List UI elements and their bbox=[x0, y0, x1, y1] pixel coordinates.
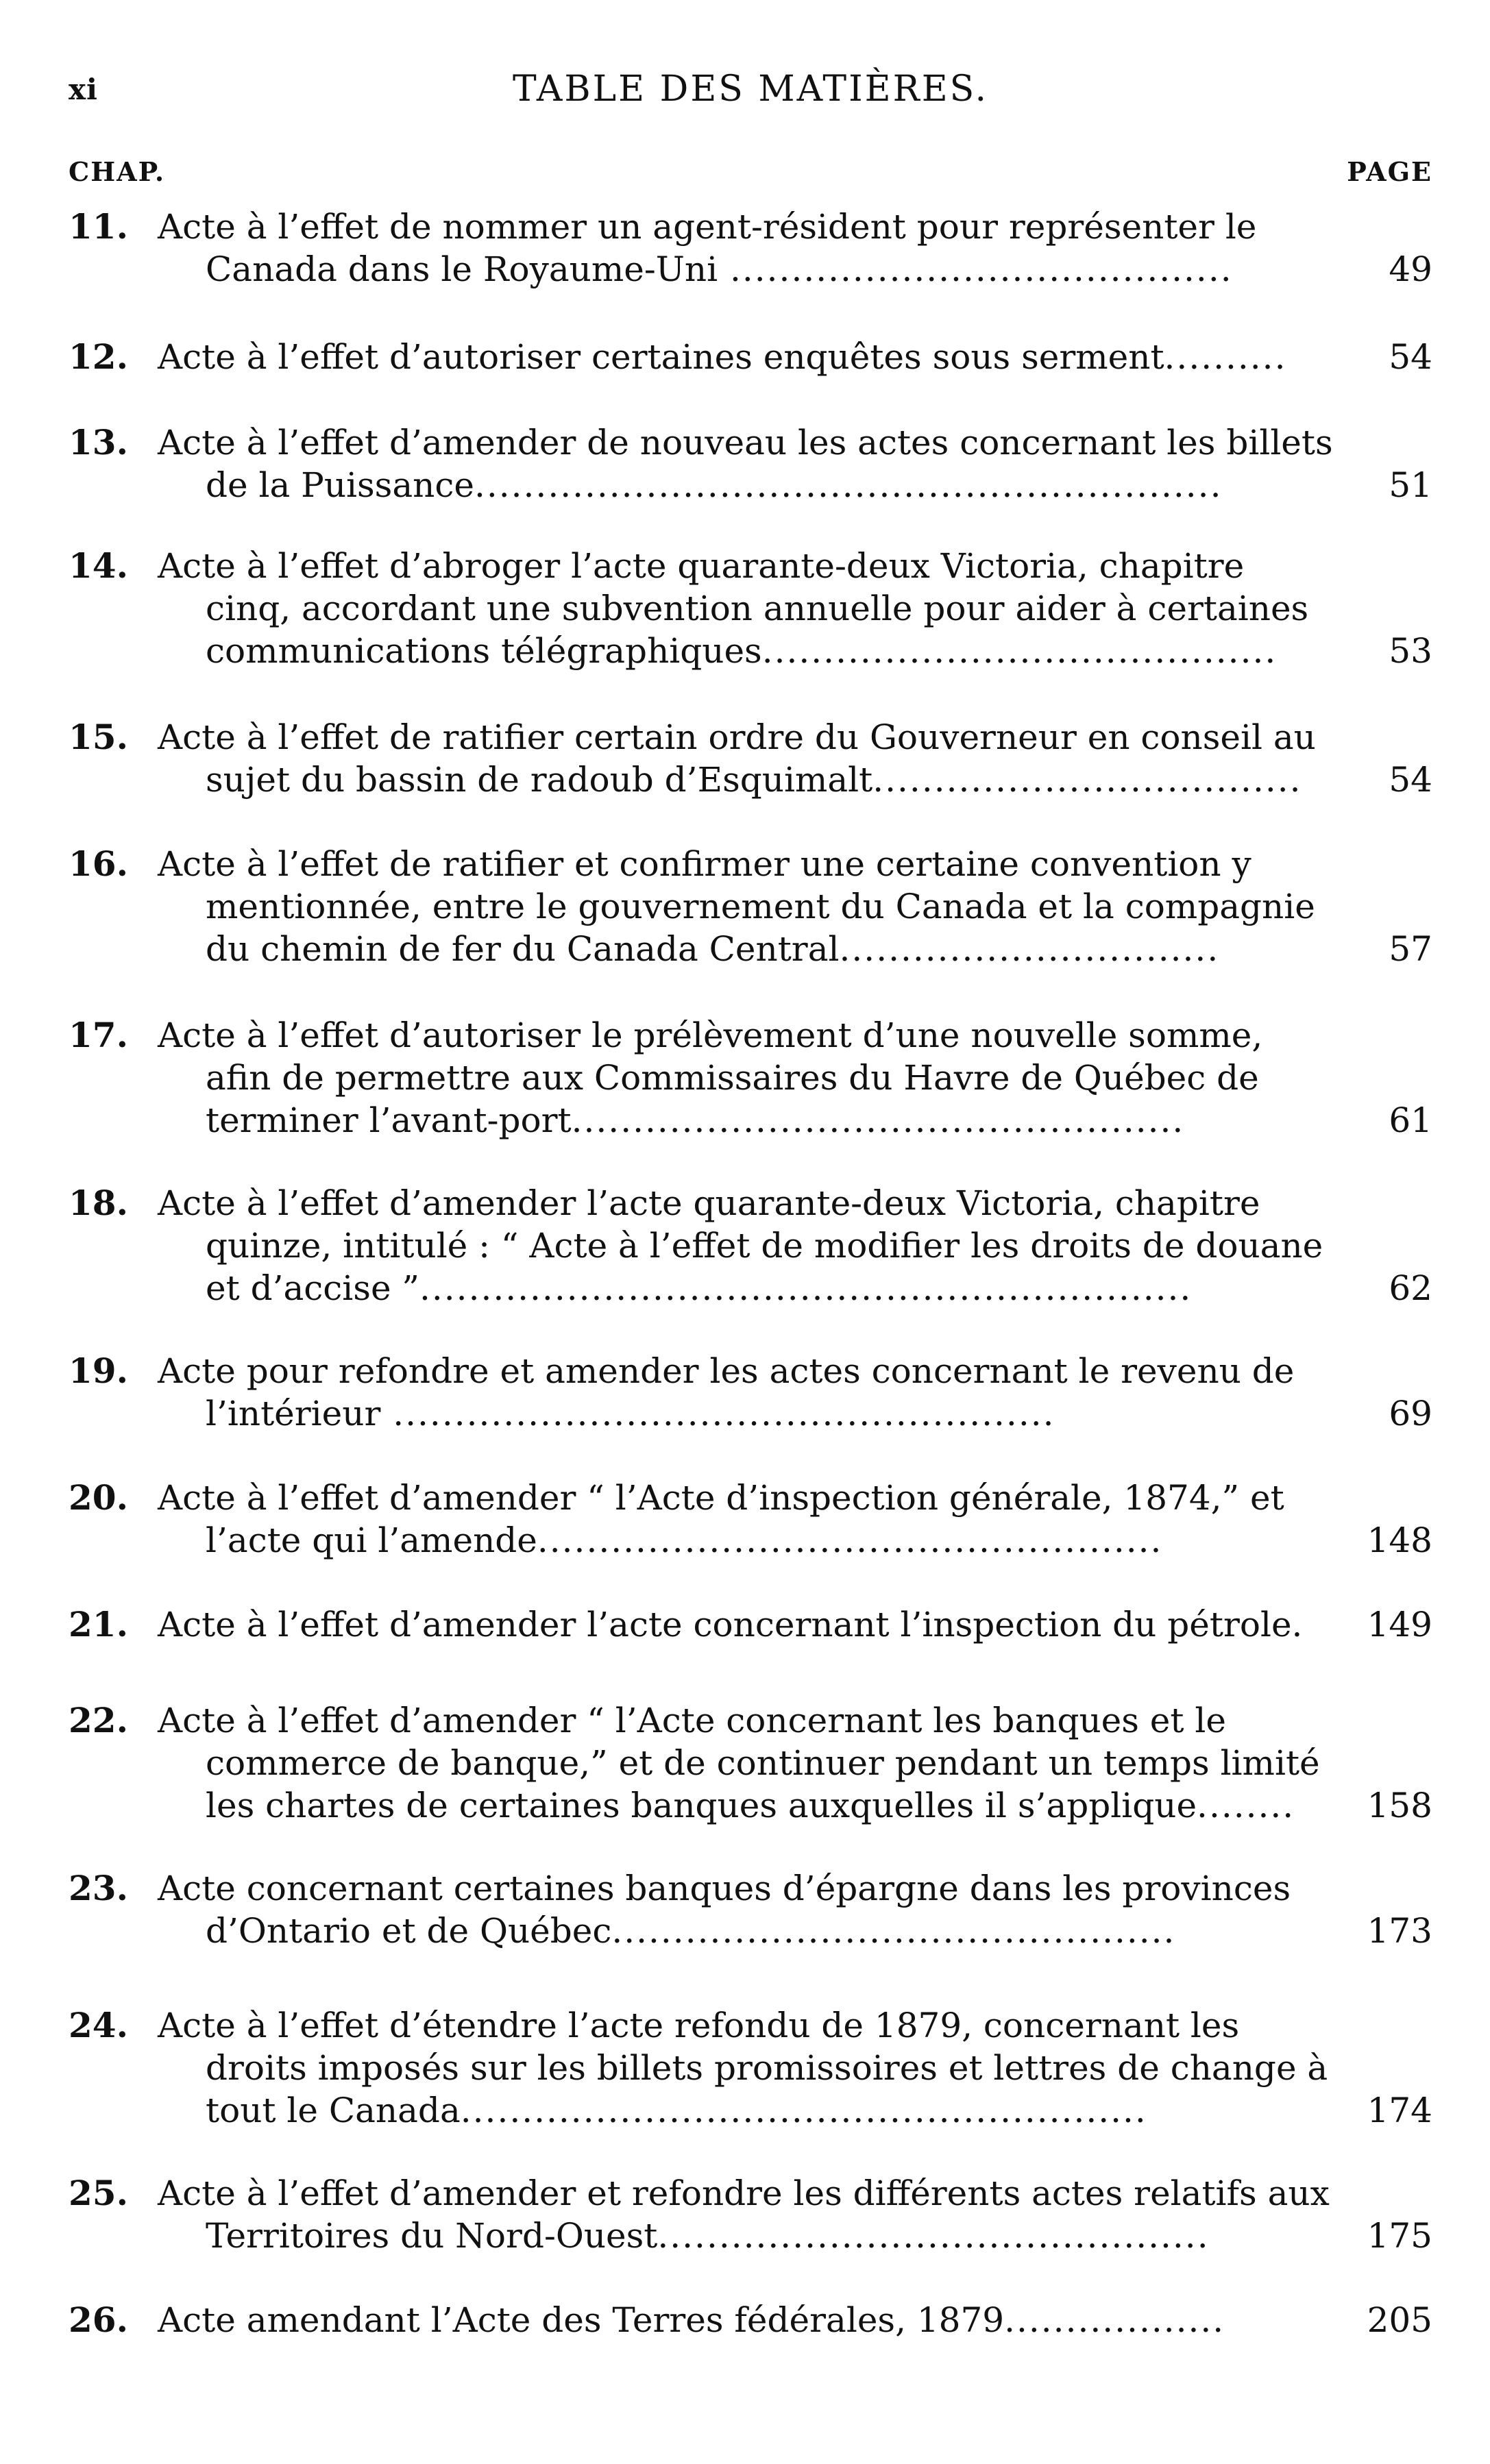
toc-entry bbox=[69, 843, 1432, 970]
leader-dots: .................................................. bbox=[571, 1100, 1185, 1140]
toc-entry bbox=[69, 336, 1432, 378]
toc-entry bbox=[69, 2004, 1432, 2132]
chapter-number: 19. bbox=[69, 1351, 128, 1391]
chap-column-header: CHAP. bbox=[69, 156, 166, 187]
entry-text: Acte à l’effet de ratifier certain ordre du Gouverneur en conseil au sujet du bassin de radoub d’Esquimalt bbox=[158, 717, 1316, 800]
entry-text: Acte à l’effet d’abroger l’acte quarante-deux Victoria, chapitre cinq, accordant une subvention annuelle pour aider à certaines communications télégraphiques bbox=[158, 546, 1309, 671]
toc-entry bbox=[69, 545, 1432, 672]
entry-text: Acte pour refondre et amender les actes concernant le revenu de l’intérieur bbox=[158, 1351, 1295, 1433]
toc-entry bbox=[69, 1699, 1432, 1827]
leader-dots: .................. bbox=[1004, 2300, 1225, 2340]
entry-text: Acte à l’effet d’amender l’acte quarante-deux Victoria, chapitre quinze, intitulé : “ Acte à l’effet de modifier les droits de douane et d’accise ” bbox=[158, 1183, 1323, 1308]
entry-text: Acte à l’effet de ratifier et confirmer une certaine convention y mentionnée, entre le gouvernement du Canada et la compagnie du chemin de fer du Canada Central bbox=[158, 844, 1315, 969]
leader-dots: ............................... bbox=[839, 929, 1220, 969]
chapter-number: 14. bbox=[69, 545, 128, 586]
page-title: TABLE DES MATIÈRES. bbox=[513, 69, 988, 110]
leader-dots: ............................................................. bbox=[474, 465, 1223, 505]
entry-text: Acte à l’effet d’amender de nouveau les actes concernant les billets de la Puissance bbox=[158, 423, 1333, 505]
leader-dots: ........ bbox=[1197, 1786, 1295, 1825]
page-number: 51 bbox=[1389, 465, 1432, 505]
column-headers bbox=[69, 156, 1432, 197]
page-number: 54 bbox=[1389, 337, 1432, 377]
leader-dots: ............................................................... bbox=[419, 1268, 1193, 1308]
chapter-number: 21. bbox=[69, 1604, 128, 1644]
toc-entry bbox=[69, 2299, 1432, 2341]
leader-dots: ........................................................ bbox=[460, 2091, 1147, 2130]
chapter-number: 13. bbox=[69, 422, 128, 463]
toc-entry bbox=[69, 1182, 1432, 1309]
chapter-number: 16. bbox=[69, 843, 128, 884]
leader-dots: ................................................... bbox=[537, 1520, 1163, 1560]
chapter-number: 12. bbox=[69, 336, 128, 377]
toc-entry bbox=[69, 1350, 1432, 1435]
page-number: 54 bbox=[1389, 760, 1432, 800]
page-number: 148 bbox=[1367, 1520, 1432, 1560]
entry-text: Acte à l’effet d’autoriser certaines enquêtes sous serment bbox=[158, 337, 1164, 377]
page-number: 173 bbox=[1367, 1911, 1432, 1951]
page-number: 69 bbox=[1389, 1394, 1432, 1433]
page-number: 174 bbox=[1367, 2091, 1432, 2130]
entry-text: Acte à l’effet d’amender l’acte concernant l’inspection du pétrole. bbox=[158, 1605, 1303, 1644]
chapter-number: 18. bbox=[69, 1183, 128, 1223]
page-number: 57 bbox=[1389, 929, 1432, 969]
toc-entry bbox=[69, 206, 1432, 291]
toc-entry bbox=[69, 1014, 1432, 1142]
page-number: 205 bbox=[1367, 2300, 1432, 2340]
toc-entry bbox=[69, 421, 1432, 506]
toc-entry bbox=[69, 1477, 1432, 1562]
chapter-number: 20. bbox=[69, 1477, 128, 1518]
entry-text: Acte amendant l’Acte des Terres fédérales, 1879 bbox=[158, 2300, 1005, 2340]
leader-dots: ............................................. bbox=[657, 2216, 1210, 2256]
page-number: 62 bbox=[1389, 1268, 1432, 1308]
leader-dots: ................................... bbox=[872, 760, 1302, 800]
page-number: 175 bbox=[1367, 2216, 1432, 2256]
leader-dots: .......... bbox=[1164, 337, 1287, 377]
entry-text: Acte à l’effet d’étendre l’acte refondu de 1879, concernant les droits imposés sur les billets promissoires et lettres de change à tout le Canada bbox=[158, 2006, 1328, 2130]
page-number: 158 bbox=[1367, 1786, 1432, 1825]
chapter-number: 23. bbox=[69, 1868, 128, 1908]
entry-text: Acte à l’effet de nommer un agent-résident pour représenter le Canada dans le Royaume-Uni bbox=[158, 207, 1257, 289]
entry-text: Acte à l’effet d’amender “ l’Acte d’inspection générale, 1874,” et l’acte qui l’amende bbox=[158, 1478, 1284, 1560]
entry-text: Acte à l’effet d’autoriser le prélèvement d’une nouvelle somme, afin de permettre aux Commissaires du Havre de Québec de terminer l’avant-port bbox=[158, 1015, 1263, 1140]
chapter-number: 22. bbox=[69, 1700, 128, 1740]
toc-entry bbox=[69, 1603, 1432, 1646]
chapter-number: 24. bbox=[69, 2005, 128, 2045]
toc-entry bbox=[69, 2172, 1432, 2257]
page-folio: xi bbox=[69, 73, 98, 106]
entry-text: Acte concernant certaines banques d’épargne dans les provinces d’Ontario et de Québec bbox=[158, 1869, 1291, 1951]
chapter-number: 25. bbox=[69, 2173, 128, 2213]
page-number: 53 bbox=[1389, 631, 1432, 671]
page-number: 149 bbox=[1367, 1605, 1432, 1644]
toc-entry bbox=[69, 1867, 1432, 1952]
leader-dots: .............................................. bbox=[611, 1911, 1176, 1951]
toc-entry bbox=[69, 716, 1432, 801]
leader-dots: .......................................... bbox=[761, 631, 1278, 671]
entry-text: Acte à l’effet d’amender et refondre les différents actes relatifs aux Territoires du Nord-Ouest bbox=[158, 2173, 1330, 2256]
page-number: 61 bbox=[1389, 1100, 1432, 1140]
entry-text: Acte à l’effet d’amender “ l’Acte concernant les banques et le commerce de banque,” et de continuer pendant un temps limité les chartes de certaines banques auxquelles il s’applique bbox=[158, 1701, 1320, 1825]
chapter-number: 15. bbox=[69, 717, 128, 757]
page-column-header: PAGE bbox=[1347, 156, 1432, 187]
chapter-number: 26. bbox=[69, 2300, 128, 2340]
chapter-number: 11. bbox=[69, 206, 128, 247]
page-header bbox=[69, 69, 1432, 123]
leader-dots: ......................................... bbox=[718, 249, 1233, 289]
leader-dots: ...................................................... bbox=[380, 1394, 1055, 1433]
page-number: 49 bbox=[1389, 249, 1432, 289]
chapter-number: 17. bbox=[69, 1015, 128, 1055]
